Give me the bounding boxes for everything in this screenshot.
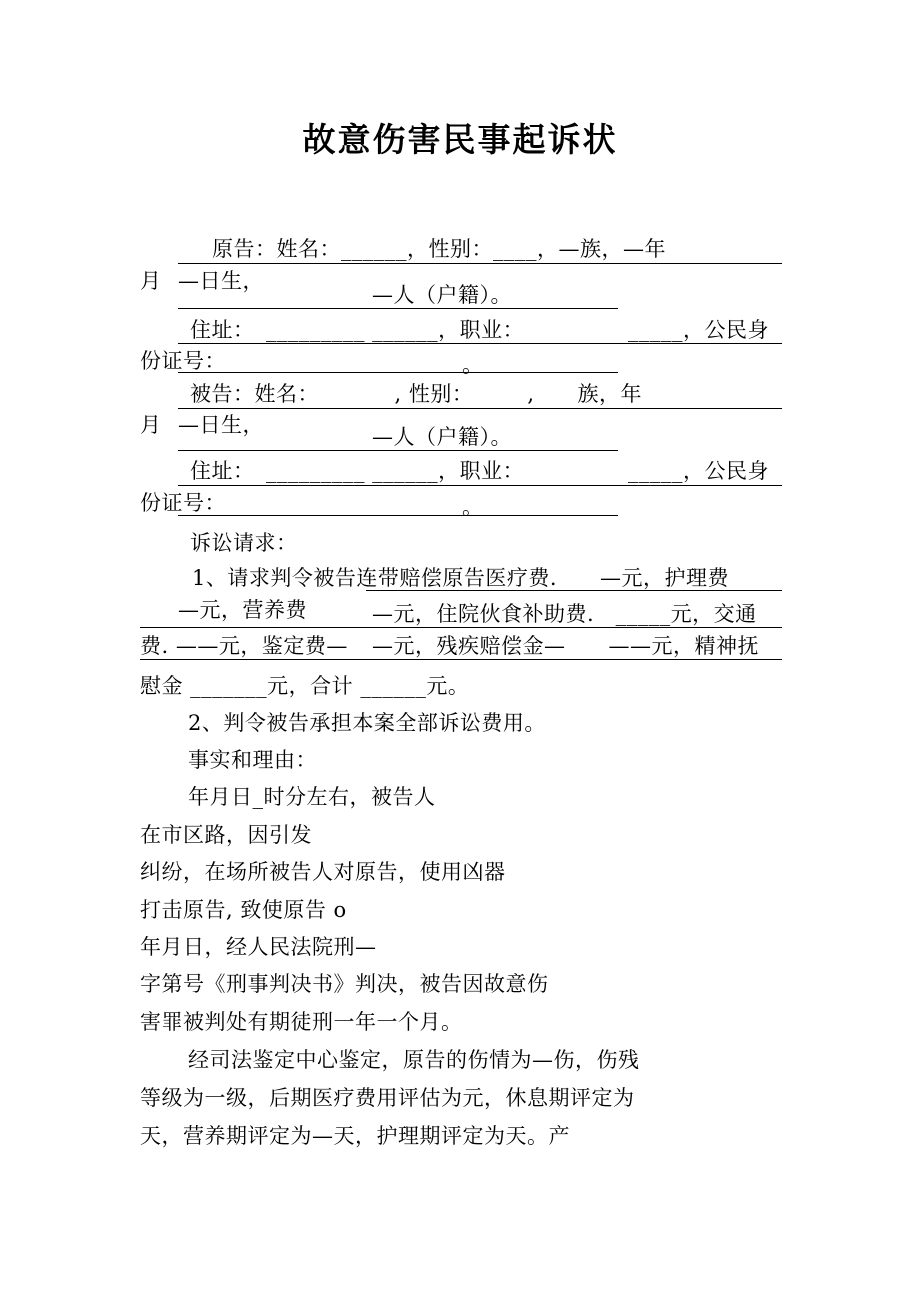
plaintiff-address-label: 住址： <box>190 318 255 342</box>
defendant-underline-4 <box>178 515 618 516</box>
facts-line-6: 字第号《刑事判决书》判决，被告因故意伤 <box>140 972 549 996</box>
plaintiff-underline-4 <box>178 372 618 373</box>
defendant-hukou-line: —人（户籍）。 <box>372 425 512 449</box>
defendant-name-line: 被告：姓名： , 性别： , 族，年 <box>190 382 643 406</box>
appraisal-line-3: 天，营养期评定为—天，护理期评定为天。产 <box>140 1124 570 1148</box>
claim-1-line-3a: 费. ——元，鉴定费— <box>140 634 348 658</box>
defendant-underline-1 <box>178 408 782 409</box>
defendant-underline-2 <box>178 450 618 451</box>
plaintiff-birth-label: —日生， <box>178 269 264 293</box>
facts-line-5: 年月日，经人民法院刑— <box>140 935 377 959</box>
plaintiff-underline-3 <box>178 343 782 344</box>
appraisal-line-1: 经司法鉴定中心鉴定，原告的伤情为—伤，伤残 <box>188 1048 640 1072</box>
claim-underline-2 <box>140 627 782 628</box>
defendant-month-label: 月 <box>140 413 162 437</box>
claim-1-line-1: 1、请求判令被告连带赔偿原告医疗费. —元，护理费 <box>192 566 730 590</box>
appraisal-line-2: 等级为一级，后期医疗费用评估为元，休息期评定为 <box>140 1086 635 1110</box>
claim-2: 2、判令被告承担本案全部诉讼费用。 <box>188 711 546 735</box>
claim-1-line-4: 慰金 _______元，合计 ______元。 <box>140 674 470 698</box>
claims-heading: 诉讼请求： <box>190 531 298 555</box>
plaintiff-name-line: 原告：姓名：______，性别：____，—族，—年 <box>212 237 666 261</box>
claim-1-line-2a: —元，营养费 <box>178 598 307 622</box>
plaintiff-occupation-line: _________ ______，职业： <box>266 318 525 342</box>
defendant-address-label: 住址： <box>190 459 255 483</box>
claim-underline-3 <box>140 659 782 660</box>
defendant-id-start: _____，公民身 <box>628 459 769 483</box>
document-title: 故意伤害民事起诉状 <box>302 120 618 159</box>
plaintiff-hukou-line: —人（户籍）。 <box>372 283 512 307</box>
claim-1-line-3b: —元，残疾赔偿金— ——元，精神抚 <box>372 634 759 658</box>
defendant-id-label: 份证号： <box>140 491 226 515</box>
plaintiff-id-end: 。 <box>462 353 484 377</box>
plaintiff-id-label: 份证号： <box>140 349 226 373</box>
facts-line-7: 害罪被判处有期徒刑一年一个月。 <box>140 1010 463 1034</box>
plaintiff-underline-1 <box>178 263 782 264</box>
facts-heading: 事实和理由： <box>188 748 317 772</box>
defendant-birth-label: —日生， <box>178 413 264 437</box>
facts-line-2: 在市区路，因引发 <box>140 823 312 847</box>
claim-1-line-2b: —元，住院伙食补助费. _____元，交通 <box>372 602 757 626</box>
facts-line-3: 纠纷，在场所被告人对原告，使用凶器 <box>140 860 506 884</box>
facts-line-1: 年月日_时分左右，被告人 <box>188 785 436 809</box>
plaintiff-id-start: _____，公民身 <box>628 318 769 342</box>
plaintiff-month-label: 月 <box>140 269 162 293</box>
defendant-underline-3 <box>178 485 782 486</box>
facts-line-4: 打击原告, 致使原告 o <box>140 898 347 922</box>
defendant-id-end: 。 <box>462 495 484 519</box>
defendant-occupation-line: _________ ______，职业： <box>266 459 525 483</box>
claim-underline-1 <box>366 590 782 591</box>
plaintiff-underline-2 <box>178 308 618 309</box>
